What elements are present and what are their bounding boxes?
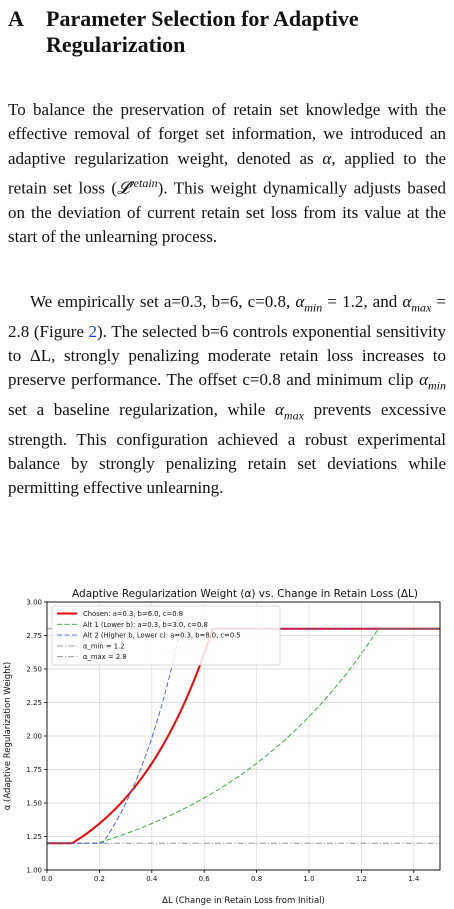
x-tick-label: 1.4	[408, 875, 420, 883]
math-alpha-min: α	[419, 370, 428, 390]
legend-label: Alt 1 (Lower b): a=0.3, b=3.0, c=0.8	[83, 620, 208, 629]
y-tick-label: 2.25	[26, 699, 42, 707]
math-alpha-max: α	[402, 292, 412, 311]
x-tick-label: 0.0	[41, 875, 53, 883]
math-alpha-min: α	[295, 292, 305, 311]
x-tick-label: 0.4	[146, 875, 158, 883]
text-run: ). The selected b=6 controls exponential sensitivity to	[8, 321, 446, 365]
text-run: set a baseline regularization, while	[8, 399, 275, 419]
y-tick-label: 1.00	[26, 866, 42, 875]
y-tick-label: 2.00	[26, 732, 42, 741]
chart-legend	[52, 606, 280, 665]
legend-label: α_min = 1.2	[83, 642, 125, 651]
math-alpha: α	[322, 148, 332, 168]
legend-label: Chosen: a=0.3, b=6.0, c=0.8	[83, 610, 184, 618]
text-run: = 2.8 (Figure	[8, 292, 446, 341]
math-delta-l: ΔL	[29, 345, 52, 365]
text-run: To balance the preservation of retain set knowledge with the effective removal of forget set information, we introduced an adaptive regularization weight, denoted as	[8, 100, 446, 168]
math-loss: 𝓛	[117, 178, 130, 198]
text-run: = 1.2, and	[322, 292, 403, 311]
x-tick-label: 0.8	[251, 875, 263, 883]
legend-label: α_max = 2.8	[83, 653, 127, 662]
text-run: , strongly penalizing moderate retain loss increases to preserve performance. The offset c=0.8 and minimum clip	[8, 345, 446, 390]
x-tick-label: 0.2	[93, 875, 105, 883]
y-tick-label: 1.50	[26, 799, 42, 808]
math-sub-min: min	[304, 300, 323, 315]
x-tick-label: 1.0	[303, 875, 315, 883]
y-tick-label: 2.75	[26, 632, 42, 640]
paragraph-parameters	[8, 290, 446, 501]
x-axis-label: ΔL (Change in Retain Loss from Initial)	[162, 896, 325, 906]
y-tick-label: 1.75	[26, 766, 42, 774]
section-title: Parameter Selection for Adaptive Regularization	[46, 6, 359, 57]
y-tick-label: 2.50	[26, 665, 42, 674]
y-tick-label: 3.00	[26, 598, 42, 607]
math-loss-sup: retain	[129, 175, 158, 190]
math-sub-max: max	[283, 408, 304, 423]
paragraph-intro	[8, 98, 446, 249]
math-sub-min: min	[428, 378, 446, 393]
alpha-vs-delta-l-chart	[0, 584, 454, 909]
legend-label: Alt 2 (Higher b, Lower c): a=0.3, b=8.0, c=0.5	[83, 631, 241, 640]
y-tick-label: 1.25	[26, 833, 42, 841]
figure-reference-link[interactable]: 2	[88, 321, 98, 341]
text-run: , applied to the retain set loss (	[8, 148, 446, 198]
text-run: prevents excessive strength. This configuration achieved a robust experimental balance by strongly penalizing retain set deviations while permitting effective unlearning.	[8, 399, 446, 498]
x-tick-label: 1.2	[355, 875, 367, 883]
text-run: ). This weight dynamically adjusts based on the deviation of current retain set loss from its value at the start of the unlearning process.	[8, 178, 446, 247]
y-axis-label: α (Adaptive Regularization Weight)	[3, 661, 13, 811]
section-heading	[8, 6, 448, 58]
text-run: We empirically set a=0.3, b=6, c=0.8,	[30, 292, 296, 311]
x-tick-label: 0.6	[198, 875, 210, 883]
chart-title: Adaptive Regularization Weight (α) vs. Change in Retain Loss (ΔL)	[72, 588, 418, 600]
math-alpha-max: α	[274, 399, 284, 419]
section-number: A	[8, 6, 24, 31]
math-sub-max: max	[411, 300, 432, 315]
